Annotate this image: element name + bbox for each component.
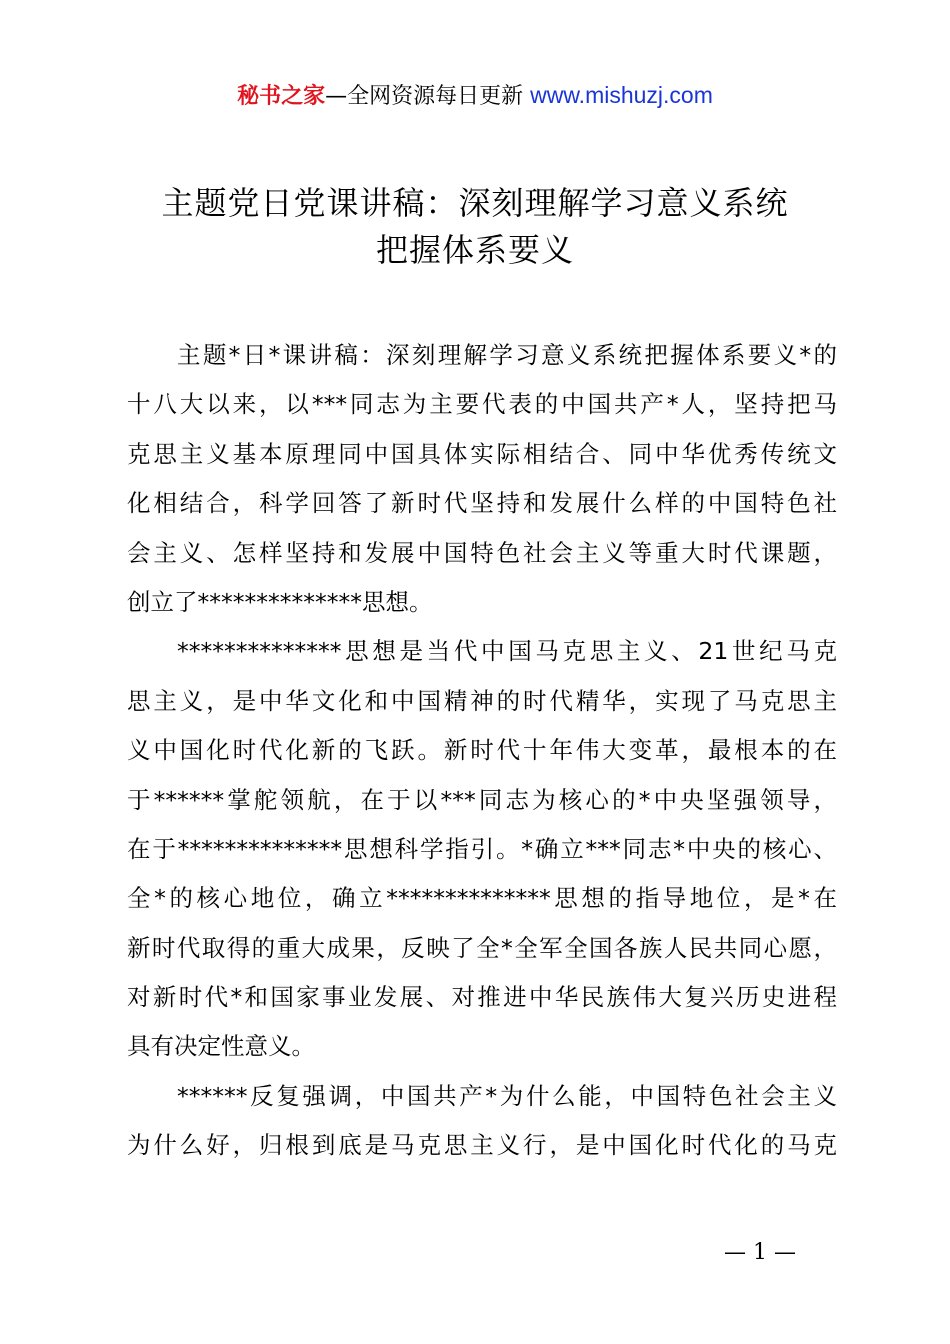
paragraph-line: 在于**************思想科学指引。*确立***同志*中央的核心、 — [127, 834, 837, 863]
paragraph-line: 为什么好，归根到底是马克思主义行，是中国化时代化的马克 — [127, 1131, 837, 1160]
paragraph-line: 创立了**************思想。 — [127, 587, 433, 616]
document-title — [80, 180, 870, 274]
paragraph-line: 会主义、怎样坚持和发展中国特色社会主义等重大时代课题， — [127, 538, 837, 567]
title-line: 主题党日党课讲稿：深刻理解学习意义系统 — [161, 184, 789, 222]
paragraph — [127, 627, 837, 1072]
header-slogan: —全网资源每日更新 — [325, 84, 524, 109]
paragraph-line: **************思想是当代中国马克思主义、21世纪马克 — [177, 637, 837, 666]
paragraph-line: 思主义，是中华文化和中国精神的时代精华，实现了马克思主 — [127, 686, 837, 715]
paragraph-line: 克思主义基本原理同中国具体实际相结合、同中华优秀传统文 — [127, 439, 837, 468]
paragraph-line: 具有决定性意义。 — [127, 1032, 315, 1061]
paragraph-line: 新时代取得的重大成果，反映了全*全军全国各族人民共同心愿， — [127, 933, 837, 962]
paragraph-line: 主题*日*课讲稿：深刻理解学习意义系统把握体系要义*的 — [177, 341, 837, 369]
brand-name: 秘书之家 — [237, 84, 326, 109]
paragraph-line: 对新时代*和国家事业发展、对推进中华民族伟大复兴历史进程 — [127, 983, 837, 1012]
header-url[interactable]: www.mishuzj.com — [530, 82, 713, 108]
paragraph-line: 义中国化时代化新的飞跃。新时代十年伟大变革，最根本的在 — [127, 736, 837, 765]
page-header — [0, 80, 950, 112]
page-number: — 1 — — [724, 1240, 796, 1265]
paragraph — [127, 331, 837, 627]
document-body — [127, 331, 837, 1171]
paragraph-line: 化相结合，科学回答了新时代坚持和发展什么样的中国特色社 — [127, 489, 837, 518]
paragraph-line: 全*的核心地位，确立**************思想的指导地位，是*在 — [127, 884, 837, 913]
paragraph-line: 十八大以来，以***同志为主要代表的中国共产*人，坚持把马 — [127, 390, 837, 419]
title-line: 把握体系要义 — [375, 231, 574, 269]
paragraph — [127, 1072, 837, 1171]
paragraph-line: 于******掌舵领航，在于以***同志为核心的*中央坚强领导， — [127, 785, 837, 814]
paragraph-line: ******反复强调，中国共产*为什么能，中国特色社会主义 — [177, 1081, 837, 1110]
